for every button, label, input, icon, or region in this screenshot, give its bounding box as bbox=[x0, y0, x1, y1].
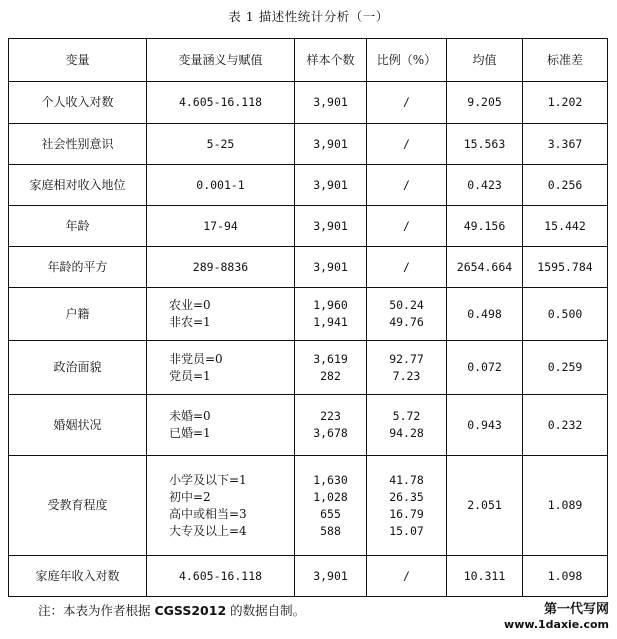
table-row bbox=[9, 247, 608, 288]
proportion-cell-line: 7.23 bbox=[392, 368, 421, 383]
meaning-cell bbox=[147, 288, 295, 341]
std-dev-cell: 0.232 bbox=[523, 395, 608, 456]
meaning-cell-line: 初中=2 bbox=[169, 489, 211, 504]
proportion-cell-line: / bbox=[403, 177, 410, 192]
proportion-cell bbox=[367, 206, 447, 247]
meaning-cell bbox=[147, 395, 295, 456]
sample-size-cell-line: 655 bbox=[320, 506, 341, 521]
table-row bbox=[9, 341, 608, 395]
mean-cell: 10.311 bbox=[447, 556, 523, 597]
variable-cell: 年龄 bbox=[9, 206, 147, 247]
table-row bbox=[9, 395, 608, 456]
meaning-cell-line: 小学及以下=1 bbox=[169, 472, 247, 487]
std-dev-cell: 1595.784 bbox=[523, 247, 608, 288]
proportion-cell-line: 50.24 bbox=[389, 298, 424, 312]
meaning-cell-line: 17-94 bbox=[203, 218, 238, 233]
header-meaning: 变量涵义与赋值 bbox=[147, 39, 295, 82]
sample-size-cell bbox=[295, 206, 367, 247]
sample-size-cell bbox=[295, 165, 367, 206]
mean-cell: 9.205 bbox=[447, 82, 523, 124]
watermark-url: www.1daxie.com bbox=[504, 618, 609, 631]
table-caption: 表 1 描述性统计分析（一） bbox=[228, 9, 389, 24]
header-std-dev: 标准差 bbox=[523, 39, 608, 82]
meaning-cell-line: 5-25 bbox=[206, 136, 235, 151]
proportion-cell-line: / bbox=[403, 259, 410, 274]
sample-size-cell-line: 1,941 bbox=[313, 315, 348, 329]
meaning-cell bbox=[147, 341, 295, 395]
sample-size-cell-line: 1,960 bbox=[313, 298, 348, 312]
meaning-cell-line: 非党员=0 bbox=[169, 351, 223, 366]
watermark-name: 第一代写网 bbox=[543, 602, 609, 617]
note-source: CGSS2012 bbox=[154, 603, 227, 618]
proportion-cell-line: / bbox=[403, 568, 410, 583]
sample-size-cell-line: 3,678 bbox=[313, 426, 348, 440]
mean-cell: 49.156 bbox=[447, 206, 523, 247]
proportion-cell-line: 15.07 bbox=[389, 523, 424, 538]
table-row bbox=[9, 288, 608, 341]
mean-cell: 0.072 bbox=[447, 341, 523, 395]
sample-size-cell-line: 588 bbox=[320, 523, 341, 538]
variable-cell: 政治面貌 bbox=[9, 341, 147, 395]
mean-cell: 0.423 bbox=[447, 165, 523, 206]
sample-size-cell-line: 3,901 bbox=[313, 218, 348, 233]
proportion-cell bbox=[367, 456, 447, 556]
mean-cell: 2.051 bbox=[447, 456, 523, 556]
std-dev-cell: 0.259 bbox=[523, 341, 608, 395]
variable-cell: 婚姻状况 bbox=[9, 395, 147, 456]
header-proportion: 比例（%） bbox=[367, 39, 447, 82]
meaning-cell-line: 党员=1 bbox=[169, 368, 211, 383]
table-row bbox=[9, 206, 608, 247]
note-prefix: 注：本表为作者根据 bbox=[38, 603, 155, 618]
sample-size-cell-line: 3,901 bbox=[313, 259, 348, 274]
note-suffix: 的数据自制。 bbox=[226, 603, 306, 618]
sample-size-cell-line: 3,901 bbox=[313, 95, 348, 109]
meaning-cell-line: 289-8836 bbox=[192, 259, 249, 274]
proportion-cell bbox=[367, 556, 447, 597]
proportion-cell-line: / bbox=[403, 136, 410, 151]
meaning-cell-line: 农业=0 bbox=[169, 298, 211, 312]
sample-size-cell-line: 3,901 bbox=[313, 136, 348, 151]
sample-size-cell bbox=[295, 288, 367, 341]
proportion-cell-line: 41.78 bbox=[389, 472, 424, 487]
mean-cell: 2654.664 bbox=[447, 247, 523, 288]
proportion-cell-line: 92.77 bbox=[389, 351, 424, 366]
proportion-cell-line: / bbox=[403, 218, 410, 233]
sample-size-cell bbox=[295, 456, 367, 556]
variable-cell: 社会性别意识 bbox=[9, 124, 147, 165]
sample-size-cell bbox=[295, 556, 367, 597]
std-dev-cell: 0.256 bbox=[523, 165, 608, 206]
table-row bbox=[9, 165, 608, 206]
proportion-cell-line: 5.72 bbox=[392, 409, 421, 423]
mean-cell: 0.498 bbox=[447, 288, 523, 341]
sample-size-cell-line: 282 bbox=[320, 368, 341, 383]
variable-cell: 家庭年收入对数 bbox=[9, 556, 147, 597]
std-dev-cell: 1.202 bbox=[523, 82, 608, 124]
table-row bbox=[9, 124, 608, 165]
meaning-cell bbox=[147, 247, 295, 288]
meaning-cell bbox=[147, 82, 295, 124]
sample-size-cell-line: 1,028 bbox=[313, 489, 348, 504]
meaning-cell bbox=[147, 124, 295, 165]
header-row bbox=[9, 39, 608, 82]
sample-size-cell bbox=[295, 341, 367, 395]
sample-size-cell-line: 3,619 bbox=[313, 351, 348, 366]
meaning-cell-line: 大专及以上=4 bbox=[169, 523, 247, 538]
proportion-cell bbox=[367, 395, 447, 456]
proportion-cell-line: 16.79 bbox=[389, 506, 424, 521]
meaning-cell bbox=[147, 556, 295, 597]
variable-cell: 家庭相对收入地位 bbox=[9, 165, 147, 206]
std-dev-cell: 0.500 bbox=[523, 288, 608, 341]
sample-size-cell bbox=[295, 82, 367, 124]
sample-size-cell-line: 1,630 bbox=[313, 472, 348, 487]
table-row bbox=[9, 556, 608, 597]
header-variable: 变量 bbox=[9, 39, 147, 82]
meaning-cell-line: 4.605-16.118 bbox=[178, 568, 263, 583]
proportion-cell bbox=[367, 288, 447, 341]
meaning-cell bbox=[147, 456, 295, 556]
watermark bbox=[504, 602, 609, 632]
meaning-cell bbox=[147, 206, 295, 247]
variable-cell: 个人收入对数 bbox=[9, 82, 147, 124]
std-dev-cell: 1.089 bbox=[523, 456, 608, 556]
sample-size-cell bbox=[295, 247, 367, 288]
meaning-cell-line: 未婚=0 bbox=[169, 409, 211, 423]
sample-size-cell-line: 223 bbox=[320, 409, 341, 423]
proportion-cell-line: 49.76 bbox=[389, 315, 424, 329]
proportion-cell bbox=[367, 247, 447, 288]
meaning-cell-line: 高中或相当=3 bbox=[169, 506, 247, 521]
sample-size-cell bbox=[295, 395, 367, 456]
descriptive-statistics-table bbox=[8, 38, 608, 597]
proportion-cell bbox=[367, 82, 447, 124]
proportion-cell bbox=[367, 165, 447, 206]
meaning-cell bbox=[147, 165, 295, 206]
std-dev-cell: 1.098 bbox=[523, 556, 608, 597]
table-row bbox=[9, 82, 608, 124]
proportion-cell bbox=[367, 124, 447, 165]
variable-cell: 受教育程度 bbox=[9, 456, 147, 556]
std-dev-cell: 3.367 bbox=[523, 124, 608, 165]
sample-size-cell-line: 3,901 bbox=[313, 177, 348, 192]
proportion-cell bbox=[367, 341, 447, 395]
header-sample-size: 样本个数 bbox=[295, 39, 367, 82]
proportion-cell-line: / bbox=[403, 95, 410, 109]
proportion-cell-line: 94.28 bbox=[389, 426, 424, 440]
header-mean: 均值 bbox=[447, 39, 523, 82]
variable-cell: 户籍 bbox=[9, 288, 147, 341]
table-note bbox=[38, 601, 305, 619]
mean-cell: 0.943 bbox=[447, 395, 523, 456]
variable-cell: 年龄的平方 bbox=[9, 247, 147, 288]
meaning-cell-line: 0.001-1 bbox=[196, 177, 245, 192]
sample-size-cell bbox=[295, 124, 367, 165]
table-row bbox=[9, 456, 608, 556]
sample-size-cell-line: 3,901 bbox=[313, 568, 348, 583]
mean-cell: 15.563 bbox=[447, 124, 523, 165]
std-dev-cell: 15.442 bbox=[523, 206, 608, 247]
meaning-cell-line: 非农=1 bbox=[169, 315, 211, 329]
meaning-cell-line: 4.605-16.118 bbox=[178, 95, 263, 109]
meaning-cell-line: 已婚=1 bbox=[169, 426, 211, 440]
proportion-cell-line: 26.35 bbox=[389, 489, 424, 504]
